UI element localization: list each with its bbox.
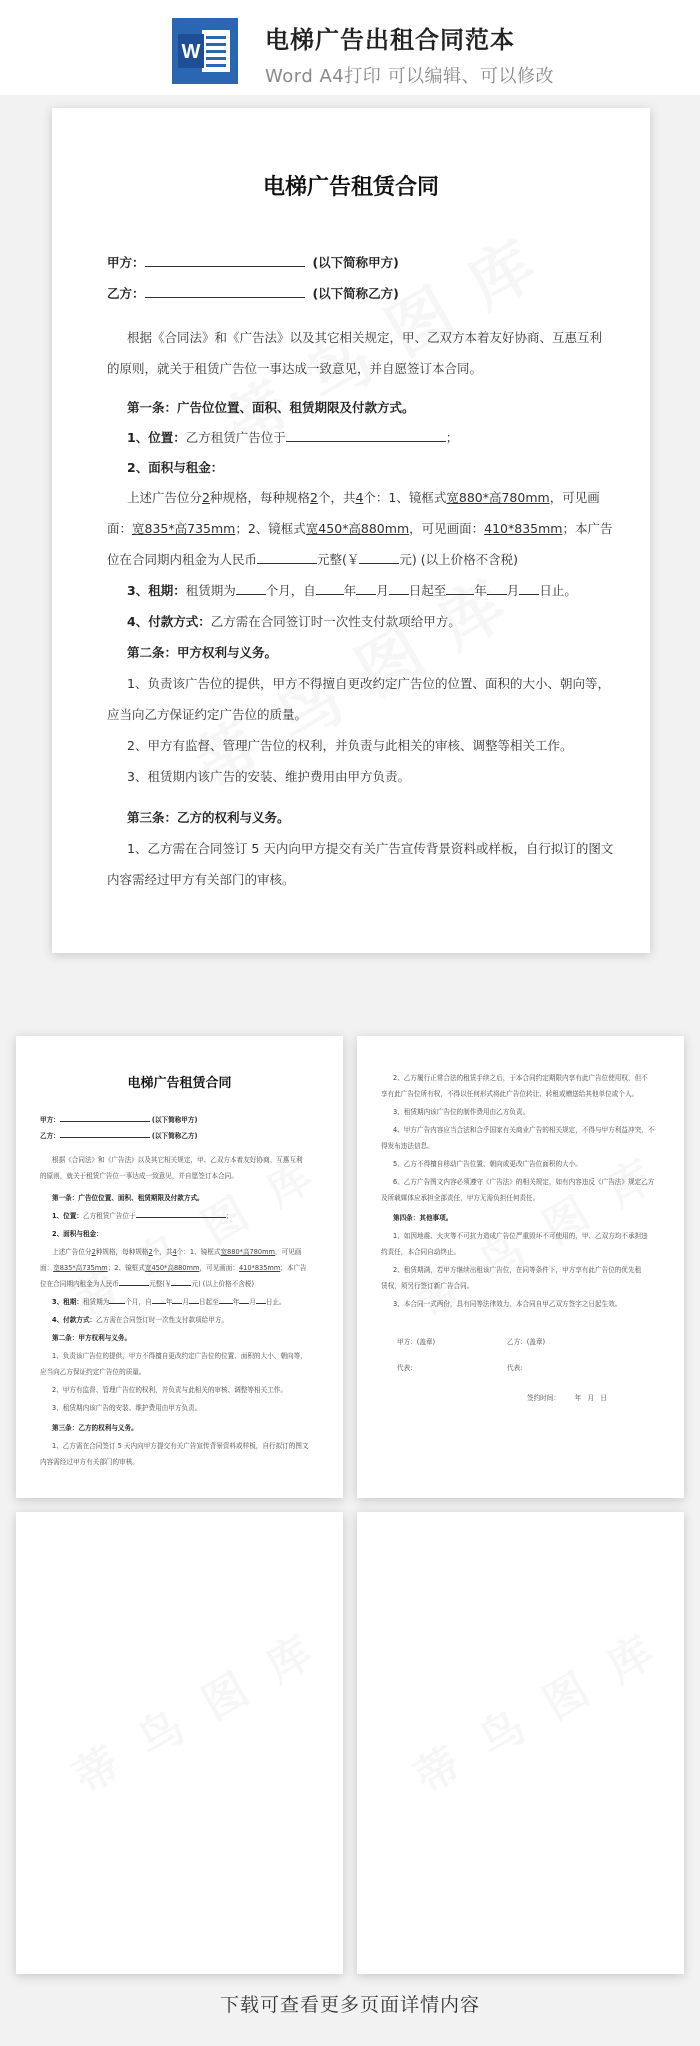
art1-area-rent-label: 2、面积与租金： bbox=[127, 460, 224, 475]
thumb-art2-2: 2、甲方有监督、管理广告位的权利，并负责与此相关的审核、调整等相关工作。 bbox=[52, 1386, 287, 1394]
svg-text:W: W bbox=[181, 41, 201, 63]
thumb-art1-title: 第一条：广告位位置、面积、租赁期限及付款方式。 bbox=[52, 1194, 204, 1202]
thumb-art2-title: 第二条：甲方权利与义务。 bbox=[52, 1334, 132, 1342]
thumb2-art4-1b: 约责任，本合同自动终止。 bbox=[381, 1248, 461, 1256]
thumb-party-a: 甲方： (以下简称甲方) bbox=[40, 1116, 198, 1124]
intro-line-2: 的原则，就关于租赁广告位一事达成一致意见，并自愿签订本合同。 bbox=[107, 361, 483, 376]
thumb2-item-3: 3、租赁期内该广告位的制作费用由乙方负责。 bbox=[393, 1108, 530, 1116]
thumb-intro-1: 根据《合同法》和《广告法》以及其它相关规定，甲、乙双方本着友好协商、互惠互利 bbox=[52, 1156, 303, 1164]
word-document-icon bbox=[172, 18, 238, 84]
art3-item-1-line-2: 内容需经过甲方有关部门的审核。 bbox=[107, 872, 295, 887]
thumbnail-page-3[interactable] bbox=[16, 1512, 343, 1974]
thumb-art1-payment: 4、付款方式：乙方需在合同签订时一次性支付款项给甲方。 bbox=[52, 1316, 229, 1324]
watermark bbox=[401, 1602, 684, 1805]
art2-item-1-line-2: 应当向乙方保证约定广告位的质量。 bbox=[107, 707, 308, 722]
thumb-art1-term: 3、租期：租赁期为 个月，自 年 月 日起至 年 月 日止。 bbox=[52, 1298, 286, 1306]
party-a-line: 甲方： (以下简称甲方) bbox=[107, 255, 399, 270]
thumb2-rep-b: 代表: bbox=[507, 1364, 523, 1372]
thumb2-art4-3: 3、本合同一式两份，具有同等法律效力，本合同自甲乙双方签字之日起生效。 bbox=[393, 1300, 622, 1308]
art1-term: 3、租期：租赁期为 个月，自 年 月 日起至 年 月 日止。 bbox=[127, 583, 577, 598]
thumb-party-b: 乙方： (以下简称乙方) bbox=[40, 1132, 198, 1140]
thumb2-rep-a: 代表: bbox=[397, 1364, 413, 1372]
thumbnail-page-4[interactable] bbox=[357, 1512, 684, 1974]
thumb-art1-area-line-2: 面：宽835*高735mm；2、镜框式宽450*高880mm，可见画面：410*835mm；本广告 bbox=[40, 1264, 307, 1272]
thumb2-item-2b: 享有此广告位所有权，不得以任何形式将此广告位转让、转租或赠送给其他单位或个人。 bbox=[381, 1090, 639, 1098]
download-more-prompt[interactable]: 下载可查看更多页面详情内容 bbox=[219, 1994, 480, 2016]
thumb2-art4-1a: 1、如因地震、火灾等不可抗力造成广告位严重毁坏不可使用的，甲、乙双方均不承担违 bbox=[393, 1232, 648, 1240]
thumb-art1-location: 1、位置：乙方租赁广告位于 ； bbox=[52, 1212, 233, 1220]
document-title: 电梯广告租赁合同 bbox=[262, 175, 439, 200]
thumb2-art4-2a: 2、租赁期满，若甲方继续出租该广告位，在同等条件下，甲方享有此广告位的优先租 bbox=[393, 1266, 642, 1274]
thumb2-art4-title: 第四条：其他事项。 bbox=[393, 1214, 453, 1222]
header-bar bbox=[0, 0, 700, 95]
page-subtitle: Word A4打印 可以编辑、可以修改 bbox=[265, 66, 554, 87]
art2-item-1-line-1: 1、负责该广告位的提供，甲方不得擅自更改约定广告位的位置、面积的大小、朝向等， bbox=[127, 676, 610, 691]
art3-item-1-line-1: 1、乙方需在合同签订 5 天内向甲方提交有关广告宣传背景资料或样板，自行拟订的图文 bbox=[127, 841, 614, 856]
thumb-art2-3: 3、租赁期内该广告的安装、维护费用由甲方负责。 bbox=[52, 1404, 202, 1412]
thumb-art3-1b: 内容需经过甲方有关部门的审核。 bbox=[40, 1458, 139, 1466]
page-title: 电梯广告出租合同范本 bbox=[265, 26, 515, 54]
thumbnail-page-2[interactable] bbox=[357, 1036, 684, 1498]
thumb2-item-4b: 得发布违法信息。 bbox=[381, 1142, 434, 1150]
thumb-art2-1a: 1、负责该广告位的提供，甲方不得擅自更改约定广告位的位置、面积的大小、朝向等， bbox=[52, 1352, 307, 1360]
art2-item-3: 3、租赁期内该广告的安装、维护费用由甲方负责。 bbox=[127, 769, 410, 784]
thumb2-item-4a: 4、甲方广告内容应当合法和合乎国家有关商业广告的相关规定，不得与甲方利益冲突，不 bbox=[393, 1126, 655, 1134]
thumb2-sign-date: 签约时间： 年 月 日 bbox=[527, 1394, 608, 1402]
thumbnail-page-1[interactable] bbox=[16, 1036, 343, 1498]
art1-payment: 4、付款方式：乙方需在合同签订时一次性支付款项给甲方。 bbox=[127, 614, 461, 629]
thumb2-item-6a: 6、乙方广告图文内容必须遵守《广告法》的相关规定，如有内容违反《广告法》规定乙方 bbox=[393, 1178, 655, 1186]
thumb2-item-2a: 2、乙方履行正常合法的租赁手续之后，于本合同约定期限内享有此广告位使用权，但不 bbox=[393, 1074, 648, 1082]
thumb-art3-title: 第三条：乙方的权利与义务。 bbox=[52, 1424, 138, 1432]
thumb-art1-area-line-3: 位在合同期内租金为人民币 元整(￥ 元) (以上价格不含税) bbox=[40, 1280, 255, 1288]
art1-area-line-2: 面：宽835*高735mm；2、镜框式宽450*高880mm，可见画面：410*835mm；本广告 bbox=[107, 521, 613, 536]
thumb-art1-area-label: 2、面积与租金： bbox=[52, 1230, 103, 1238]
thumb2-item-5: 5、乙方不得擅自移动广告位置、朝向或更改广告位面积的大小。 bbox=[393, 1160, 582, 1168]
article-3-title: 第三条：乙方的权利与义务。 bbox=[127, 810, 290, 825]
intro-line-1: 根据《合同法》和《广告法》以及其它相关规定，甲、乙双方本着友好协商、互惠互利 bbox=[127, 330, 603, 345]
thumb-art3-1a: 1、乙方需在合同签订 5 天内向甲方提交有关广告宣传背景资料或样板，自行拟订的图文 bbox=[52, 1442, 309, 1450]
thumb2-sign-b: 乙方：(盖章) bbox=[507, 1338, 546, 1346]
thumb2-sign-a: 甲方：(盖章) bbox=[397, 1338, 436, 1346]
document-preview-page bbox=[52, 108, 650, 953]
article-1-title: 第一条：广告位位置、面积、租赁期限及付款方式。 bbox=[127, 400, 415, 415]
watermark bbox=[60, 1602, 343, 1805]
thumb2-item-6b: 及所载媒体应承担全部责任，甲方无需负担任何责任。 bbox=[381, 1194, 540, 1202]
thumbnail-title: 电梯广告租赁合同 bbox=[127, 1076, 232, 1091]
art1-area-line-3: 位在合同期内租金为人民币 元整(￥ 元) (以上价格不含税) bbox=[107, 552, 519, 567]
thumb-art2-1b: 应当向乙方保证约定广告位的质量。 bbox=[40, 1368, 146, 1376]
party-b-line: 乙方： (以下简称乙方) bbox=[107, 286, 399, 301]
art1-area-line-1: 上述广告位分2种规格，每种规格2个，共4个：1、镜框式宽880*高780mm，可见画 bbox=[127, 490, 600, 505]
thumb-intro-2: 的原则，就关于租赁广告位一事达成一致意见，并自愿签订本合同。 bbox=[40, 1172, 238, 1180]
art1-location: 1、位置：乙方租赁广告位于 ； bbox=[127, 430, 459, 445]
art2-item-2: 2、甲方有监督、管理广告位的权利，并负责与此相关的审核、调整等相关工作。 bbox=[127, 738, 573, 753]
article-2-title: 第二条：甲方权利与义务。 bbox=[127, 645, 278, 660]
thumb-art1-area-line-1: 上述广告位分2种规格，每种规格2个，共4个：1、镜框式宽880*高780mm，可见画 bbox=[52, 1248, 302, 1256]
thumb2-art4-2b: 赁权，须另行签订新广告合同。 bbox=[381, 1282, 474, 1290]
